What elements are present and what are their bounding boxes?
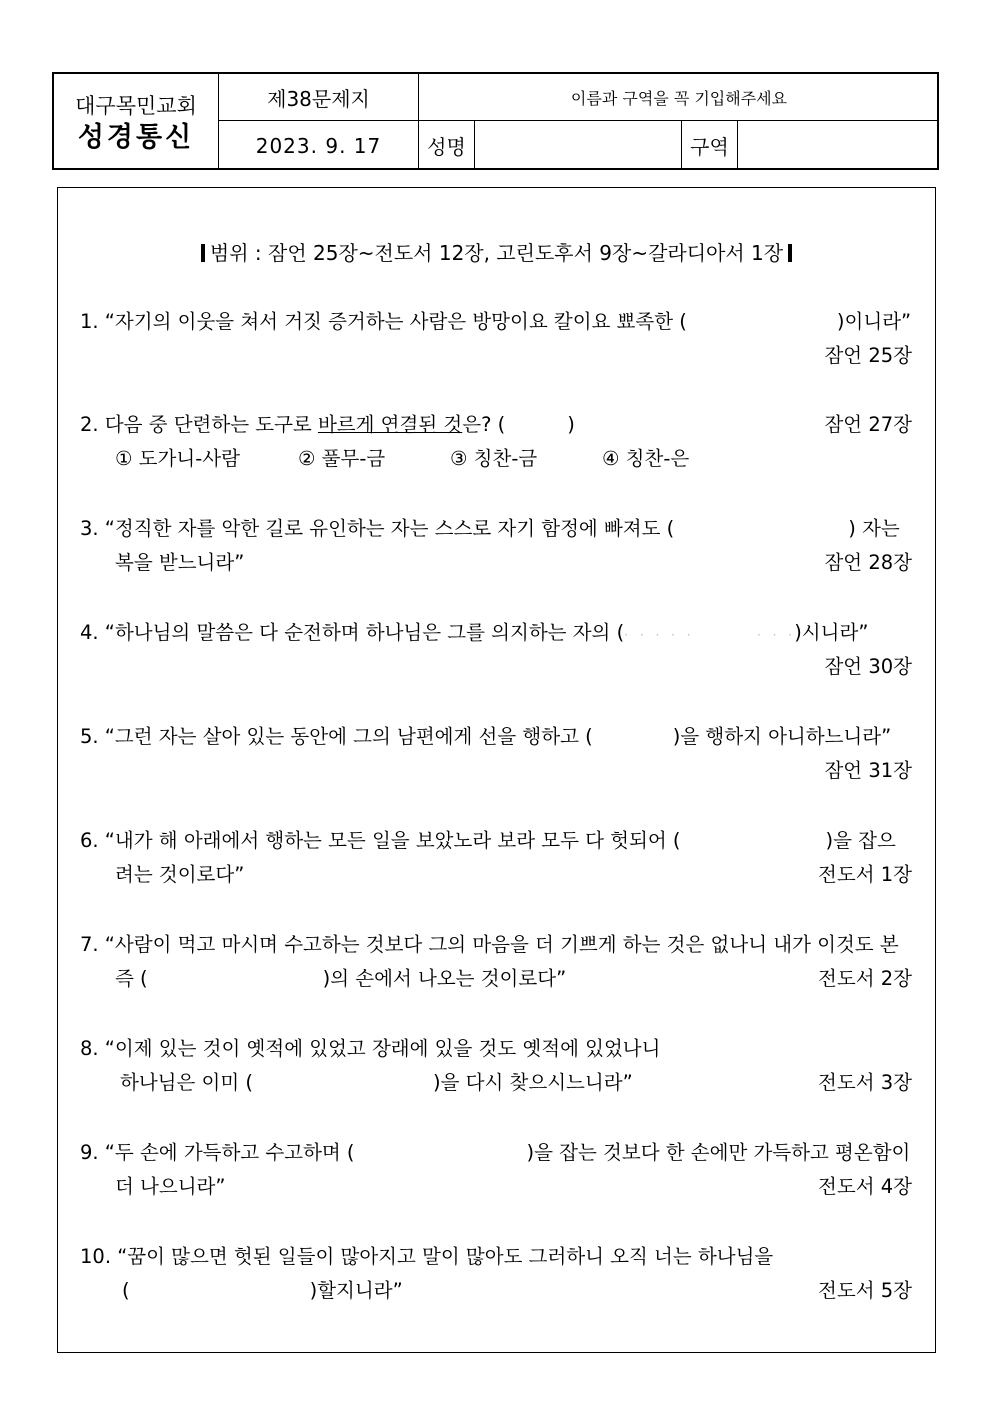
q5-text-end: )을 행하지 아니하느니라” [672, 725, 892, 748]
question-1-line [80, 305, 912, 339]
q10-reference: 전도서 5장 [818, 1279, 912, 1302]
question-5-ref-line [80, 754, 912, 788]
question-2 [80, 408, 912, 476]
question-3-line [80, 512, 912, 546]
question-10-line [80, 1240, 912, 1274]
question-4-line [80, 616, 912, 650]
question-1-ref-line [80, 339, 912, 373]
q8-text: 8. “이제 있는 것이 옛적에 있었고 장래에 있을 것도 옛적에 있었나니 [80, 1037, 661, 1060]
question-2-line [80, 408, 912, 442]
district-field[interactable] [738, 121, 939, 170]
question-9 [80, 1136, 912, 1204]
q7-reference: 전도서 2장 [818, 967, 912, 990]
q2-text-mid: 은? ( [462, 413, 506, 436]
name-label: 성명 [419, 121, 475, 170]
question-5 [80, 720, 912, 788]
range-text: 범위 : 잠언 25장~전도서 12장, 고린도후서 9장~갈라디아서 1장 [209, 241, 784, 265]
q9-text: 9. “두 손에 가득하고 수고하며 ( [80, 1141, 355, 1164]
question-5-line [80, 720, 912, 754]
range-heading [58, 237, 935, 266]
q4-text: 4. “하나님의 말씀은 다 순전하며 하나님은 그를 의지하는 자의 ( [80, 621, 625, 644]
question-7-line [80, 928, 912, 962]
q7-text-end: )의 손에서 나오는 것이로다” [322, 967, 567, 990]
q6-reference: 전도서 1장 [818, 863, 912, 886]
q3-text-end: ) 자는 [848, 517, 900, 540]
q9-reference: 전도서 4장 [818, 1175, 912, 1198]
question-1 [80, 305, 912, 373]
q3-text-cont: 복을 받느니라” [115, 551, 245, 574]
question-10-line-2 [80, 1274, 912, 1308]
question-9-line [80, 1136, 912, 1170]
q6-text-cont: 려는 것이로다” [115, 863, 245, 886]
q6-text: 6. “내가 해 아래에서 행하는 모든 일을 보았노라 보라 모두 다 헛되어 ( [80, 829, 681, 852]
q3-reference: 잠언 28장 [824, 551, 912, 574]
q8-text-end: )을 다시 찾으시느니라” [433, 1071, 633, 1094]
q10-text-cont: ( [122, 1279, 130, 1302]
q9-text-end: )을 잡는 것보다 한 손에만 가득하고 평온함이 [526, 1141, 911, 1164]
q1-reference: 잠언 25장 [824, 344, 912, 367]
question-9-line-2 [80, 1170, 912, 1204]
question-4 [80, 616, 912, 684]
option-1[interactable]: ① 도가니-사람 [115, 447, 240, 470]
question-7 [80, 928, 912, 996]
q8-reference: 전도서 3장 [818, 1071, 912, 1094]
question-8-line [80, 1032, 912, 1066]
question-2-options [80, 442, 912, 476]
question-box [57, 187, 936, 1353]
issue-date: 2023. 9. 17 [219, 121, 419, 170]
range-bar-right [788, 244, 792, 262]
option-3[interactable]: ③ 칭찬-금 [450, 447, 538, 470]
q4-reference: 잠언 30장 [824, 655, 912, 678]
name-field[interactable] [475, 121, 682, 170]
church-cell [54, 74, 219, 170]
question-6 [80, 824, 912, 892]
q5-text: 5. “그런 자는 살아 있는 동안에 그의 남편에게 선을 행하고 ( [80, 725, 593, 748]
q7-text-cont: 즉 ( [115, 967, 148, 990]
range-bar-left [201, 244, 205, 262]
q7-text: 7. “사람이 먹고 마시며 수고하는 것보다 그의 마음을 더 기쁘게 하는 것은 없나니 내가 이것도 본 [80, 933, 899, 956]
q4-blank[interactable]: · · · · · · · · [624, 628, 797, 642]
question-8-line-2 [80, 1066, 912, 1100]
question-7-line-2 [80, 962, 912, 996]
question-6-line-2 [80, 858, 912, 892]
question-4-ref-line [80, 650, 912, 684]
q3-text: 3. “정직한 자를 악한 길로 유인하는 자는 스스로 자기 함정에 빠져도 ( [80, 517, 675, 540]
q1-text: 1. “자기의 이웃을 쳐서 거짓 증거하는 사람은 방망이요 칼이요 뾰족한 ( [80, 310, 687, 333]
district-label: 구역 [682, 121, 738, 170]
header-table [52, 72, 939, 170]
option-4[interactable]: ④ 칭찬-은 [602, 447, 690, 470]
instruction-note: 이름과 구역을 꼭 기입해주세요 [419, 74, 939, 121]
q9-text-cont: 더 나으니라” [115, 1175, 226, 1198]
q6-text-end: )을 잡으 [825, 829, 896, 852]
q4-text-end: )시니라” [794, 621, 869, 644]
q5-reference: 잠언 31장 [824, 759, 912, 782]
q2-text-end: ) [567, 413, 575, 436]
q2-underlined: 바르게 연결된 것 [317, 413, 463, 436]
q2-reference: 잠언 27장 [824, 413, 912, 436]
question-8 [80, 1032, 912, 1100]
church-name: 대구목민교회 [75, 94, 197, 118]
q8-text-cont: 하나님은 이미 ( [120, 1071, 254, 1094]
q10-text: 10. “꿈이 많으면 헛된 일들이 많아지고 말이 많아도 그러하니 오직 너는 하나님을 [80, 1245, 774, 1268]
option-2[interactable]: ② 풀무-금 [298, 447, 386, 470]
newsletter-title: 성경통신 [77, 122, 195, 153]
question-3 [80, 512, 912, 580]
q1-text-end: )이니라” [836, 310, 912, 333]
q2-text: 2. 다음 중 단련하는 도구로 [80, 413, 318, 436]
question-10 [80, 1240, 912, 1308]
q10-text-end: )할지니라” [309, 1279, 403, 1302]
issue-number: 제38문제지 [219, 74, 419, 121]
question-6-line [80, 824, 912, 858]
question-3-line-2 [80, 546, 912, 580]
